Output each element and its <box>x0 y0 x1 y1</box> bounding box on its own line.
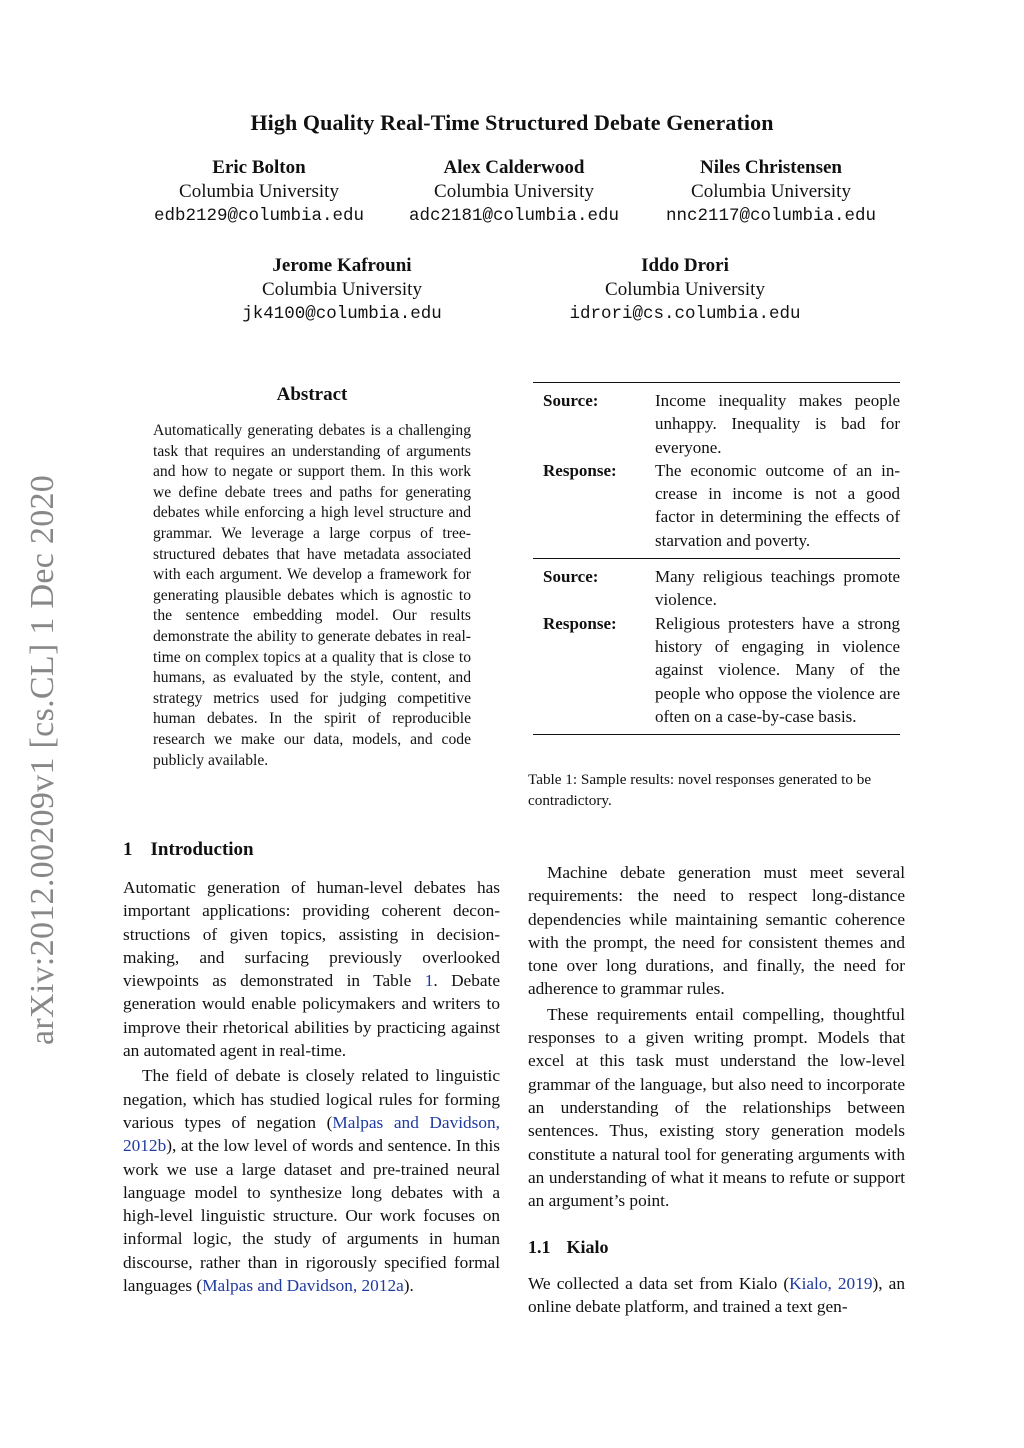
text-run: We collected a data set from Kialo ( <box>528 1274 790 1293</box>
author-name: Niles Christensen <box>700 157 842 178</box>
text-run: Automatic generation of human-level debates has important applications: providing coherent deconstructions of given topics, assisting in decision-making, and surfacing previously overlooked viewpoints as demonstrated in Table <box>123 878 500 991</box>
subsection-number: 1.1 <box>528 1237 551 1257</box>
table-row <box>533 389 900 459</box>
citation-link[interactable]: Malpas and Davidson, 2012a <box>202 1276 404 1296</box>
intro-body <box>123 876 500 1297</box>
citation-link[interactable]: Malpas and Davidson, 2012b <box>123 1112 500 1156</box>
text-run: . Debate generation would enable policymakers and writers to improve their rhetorical abilities by practicing against an automated agent in real-time. <box>123 971 500 1061</box>
author-email: idrori@cs.columbia.edu <box>569 304 801 324</box>
right-column-body <box>528 861 905 1212</box>
subsection-title: Kialo <box>566 1237 609 1257</box>
author-affiliation: Columbia University <box>434 181 594 202</box>
author-block <box>545 254 825 326</box>
table-row <box>533 459 900 552</box>
author-affiliation: Columbia University <box>179 181 339 202</box>
abstract-heading: Abstract <box>276 384 348 405</box>
author-affiliation: Columbia University <box>605 279 765 300</box>
text-run: The field of debate is closely related to linguistic negation, which has studied logical rules for forming various types of negation ( <box>123 1066 500 1132</box>
row-label: Source: <box>543 391 599 410</box>
author-affiliation: Columbia University <box>691 181 851 202</box>
paragraph <box>123 1064 500 1297</box>
author-affiliation: Columbia University <box>262 279 422 300</box>
arxiv-identifier[interactable]: arXiv:2012.00209v1 [cs.CL] 1 Dec 2020 <box>24 474 61 1045</box>
sample-results-table <box>533 382 900 735</box>
table-group <box>533 558 900 734</box>
row-text: Religious protesters have a strong history of engaging in violence against violence. Many of the people who oppose the violence are often on a case-by-case basis. <box>655 613 900 726</box>
row-text: Many religious teachings promote violence. <box>655 567 900 610</box>
kialo-body <box>528 1272 905 1319</box>
author-block <box>130 156 388 228</box>
author-name: Jerome Kafrouni <box>272 255 412 276</box>
section-heading <box>123 839 500 861</box>
author-block <box>640 156 902 228</box>
abstract-text: Automatically generating debates is a challenging task that requires an understanding of arguments and how to negate or support them. In this work we define debate trees and paths for generating debates while enforcing a high level structure and grammar. We leverage a large corpus of tree-structured debates that have metadata associated with each argument. We develop a framework for generating plausible debates which is agnostic to the sentence embedding model. Our results demonstrate the ability to generate debates in real-time on complex topics at a quality that is close to humans, as evaluated by the style, content, and strategy metrics used for judging competitive human debates. In the spirit of reproducible research we make our data, models, and code publicly available. <box>153 422 471 769</box>
text-run: ), at the low level of words and sentence. In this work we use a large dataset and pre-trained neural language model to synthesize long debates with a high-level linguistic structure. Our work focuses on informal logic, the study of arguments in human discourse, rather than in rigorously specified formal languages ( <box>123 1136 500 1296</box>
row-label: Response: <box>543 613 617 633</box>
author-email: jk4100@columbia.edu <box>242 304 442 324</box>
paragraph: These requirements entail compelling, thoughtful responses to a given writing prompt. Models that excel at this task must understand the low-level grammar of the language, but also need to incorporate an understanding of the relationships between sentences. Thus, existing story generation models constitute a natural tool for generating arguments with an understanding of what it means to refute or support an argument’s point. <box>528 1004 905 1211</box>
subsection-heading <box>528 1237 905 1258</box>
text-run: ). <box>403 1276 414 1296</box>
author-email: adc2181@columbia.edu <box>408 206 620 226</box>
row-label: Source: <box>543 567 599 587</box>
author-email: edb2129@columbia.edu <box>153 206 365 226</box>
table-group <box>533 383 900 558</box>
author-email: nnc2117@columbia.edu <box>665 206 877 226</box>
text-run: ), an online debate platform, and trained a text gen- <box>528 1274 905 1317</box>
row-label: Response: <box>543 460 617 480</box>
author-name: Eric Bolton <box>212 157 306 178</box>
paragraph: Machine debate generation must meet several requirements: the need to respect long-distance dependencies while maintaining semantic coherence with the prompt, the need for consistent themes and tone over long durations, and finally, the need for adherence to grammar rules. <box>528 863 905 999</box>
table-row <box>533 612 900 728</box>
table-caption: Table 1: Sample results: novel responses generated to be contradictory. <box>528 771 872 809</box>
section-title: Introduction <box>150 839 254 860</box>
author-name: Iddo Drori <box>641 255 729 276</box>
paragraph <box>528 1272 905 1319</box>
section-number: 1 <box>123 839 133 860</box>
row-text: Income inequality makes people unhappy. Inequality is bad for everyone. <box>655 391 900 457</box>
table-row <box>533 565 900 612</box>
citation-link[interactable]: Kialo, 2019 <box>789 1274 873 1293</box>
paragraph <box>123 876 500 1062</box>
author-block <box>213 254 471 326</box>
paper-title: High Quality Real-Time Structured Debate Generation <box>250 110 774 135</box>
author-block <box>385 156 643 228</box>
author-name: Alex Calderwood <box>443 157 585 178</box>
table-reference-link[interactable]: 1 <box>424 971 434 991</box>
row-text: The economic outcome of an increase in income is not a good factor in determining the effects of starvation and poverty. <box>655 460 900 550</box>
